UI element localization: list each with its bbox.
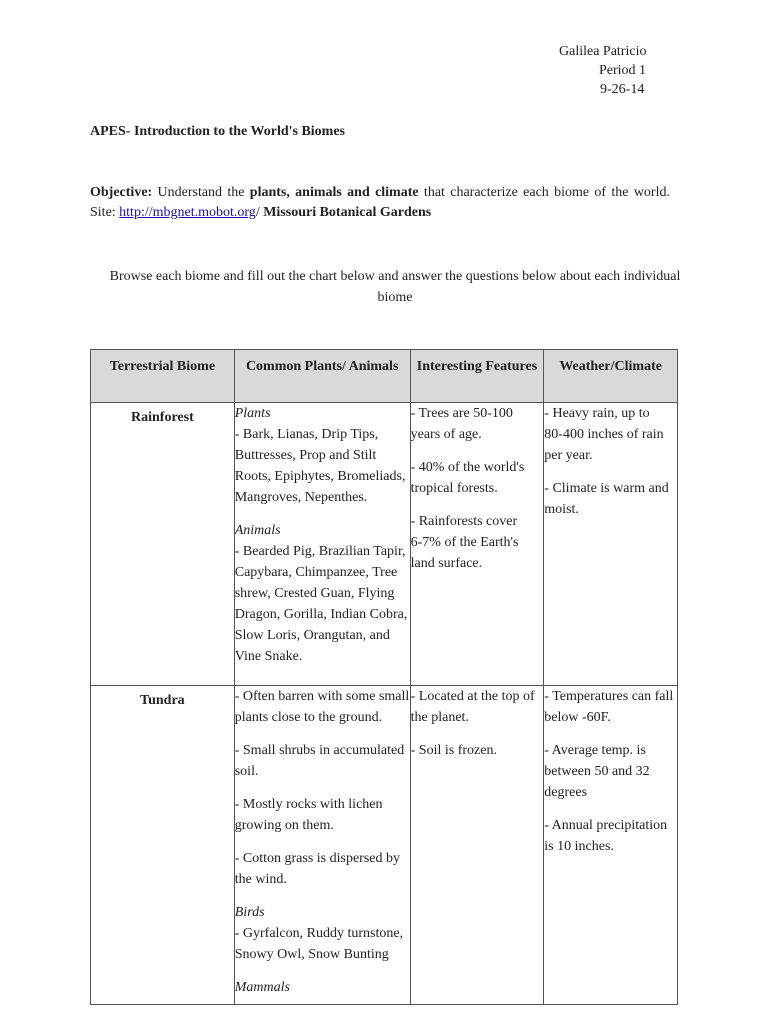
author-name: Galilea Patricio [559,44,647,59]
climate-cell: - Temperatures can fall below -60F. - Average temp. is between 50 and 32 degrees - Annual precipitation is 10 inches. [544,686,678,1005]
objective-text-2: that characterize each biome of the world. Site: [90,185,670,220]
birds-heading: Birds [234,905,265,920]
mammals-heading: Mammals [234,980,290,995]
climate-cell: - Heavy rain, up to 80-400 inches of rain per year. - Climate is warm and moist. [544,403,678,686]
features-cell: - Trees are 50-100 years of age. - 40% of the world's tropical forests. - Rainforests cover 6-7% of the Earth's land surface. [410,403,544,686]
plants-animals-cell: - Often barren with some small plants close to the ground. - Small shrubs in accumulated soil. - Mostly rocks with lichen growing on them. - Cotton grass is dispersed by the wind. Birds - Gyrfalcon, Ruddy turnstone, Snowy Owl, Snow Bunting Mammals [234,686,410,1005]
site-link[interactable]: http://mbgnet.mobot.org [119,205,256,220]
biome-cell: Rainforest [91,403,235,686]
biome-table [90,349,678,1005]
document-title: APES- Introduction to the World's Biomes [90,124,346,139]
source-name: Missouri Botanical Gardens [263,205,432,220]
objective-paragraph [90,183,670,223]
plants-heading: Plants [234,406,271,421]
table-row [91,686,678,1005]
document-date: 9-26-14 [600,82,645,97]
animals-heading: Animals [234,523,281,538]
plants-animals-cell: Plants - Bark, Lianas, Drip Tips, Buttresses, Prop and Stilt Roots, Epiphytes, Bromeliads, Mangroves, Nepenthes. Animals - Bearded Pig, Brazilian Tapir, Capybara, Chimpanzee, Tree shrew, Crested Guan, Flying Dragon, Gorilla, Indian Cobra, Slow Loris, Orangutan, and Vine Snake. [234,403,410,686]
class-period: Period 1 [599,63,647,78]
objective-bold: plants, animals and climate [249,185,419,200]
features-cell: - Located at the top of the planet. - Soil is frozen. [410,686,544,1005]
table-row [91,403,678,686]
author-header [559,42,684,99]
biome-cell: Tundra [91,686,235,1005]
header-climate: Weather/Climate [544,350,678,403]
objective-label: Objective: [90,185,153,200]
objective-text-1: Understand the [152,185,250,200]
table-header-row [91,350,678,403]
header-features: Interesting Features [410,350,544,403]
header-biome: Terrestrial Biome [91,350,235,403]
objective-text-3: / [255,205,264,220]
instructions: Browse each biome and fill out the chart below and answer the questions below about each individual biome [109,269,681,305]
header-plants-animals: Common Plants/ Animals [234,350,410,403]
